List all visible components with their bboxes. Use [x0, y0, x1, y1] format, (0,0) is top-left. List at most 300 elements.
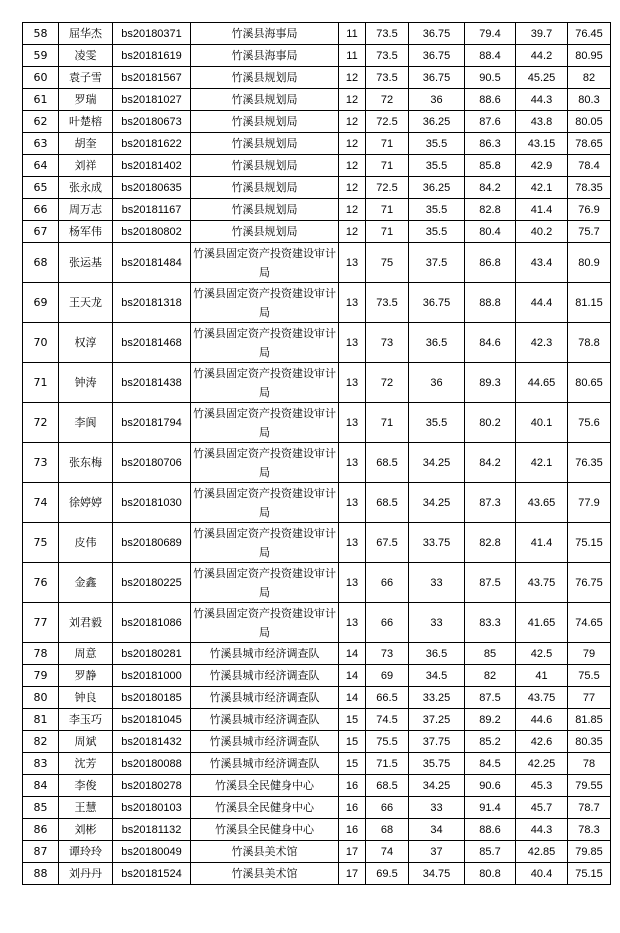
written-score-cell: 73 — [366, 643, 409, 665]
exam-id-cell: bs20181132 — [113, 819, 191, 841]
written-score-cell: 71 — [366, 199, 409, 221]
written-weighted-cell: 34.25 — [409, 775, 465, 797]
exam-id-cell: bs20181402 — [113, 155, 191, 177]
interview-weighted-cell: 40.4 — [516, 863, 568, 885]
exam-id-cell: bs20181524 — [113, 863, 191, 885]
candidate-name-cell: 王慧 — [59, 797, 113, 819]
candidate-name-cell: 李俊 — [59, 775, 113, 797]
employer-unit-cell: 竹溪县规划局 — [191, 221, 339, 243]
interview-weighted-cell: 40.1 — [516, 403, 568, 443]
interview-weighted-cell: 43.4 — [516, 243, 568, 283]
exam-id-cell: bs20181000 — [113, 665, 191, 687]
written-score-cell: 73.5 — [366, 67, 409, 89]
interview-score-cell: 82 — [465, 665, 516, 687]
table-row — [23, 687, 611, 709]
row-number-cell: 72 — [23, 403, 59, 443]
position-code-cell: 13 — [339, 443, 366, 483]
table-row — [23, 443, 611, 483]
written-weighted-cell: 35.75 — [409, 753, 465, 775]
interview-score-cell: 85.7 — [465, 841, 516, 863]
written-score-cell: 68.5 — [366, 443, 409, 483]
table-row — [23, 283, 611, 323]
exam-id-cell: bs20180706 — [113, 443, 191, 483]
position-code-cell: 16 — [339, 797, 366, 819]
row-number-cell: 75 — [23, 523, 59, 563]
written-weighted-cell: 35.5 — [409, 133, 465, 155]
candidate-name-cell: 刘君毅 — [59, 603, 113, 643]
written-score-cell: 67.5 — [366, 523, 409, 563]
interview-weighted-cell: 42.1 — [516, 177, 568, 199]
written-weighted-cell: 34.75 — [409, 863, 465, 885]
employer-unit-cell: 竹溪县城市经济调查队 — [191, 753, 339, 775]
position-code-cell: 13 — [339, 283, 366, 323]
interview-weighted-cell: 45.3 — [516, 775, 568, 797]
interview-score-cell: 89.2 — [465, 709, 516, 731]
total-score-cell: 78.65 — [568, 133, 611, 155]
position-code-cell: 16 — [339, 775, 366, 797]
written-score-cell: 71 — [366, 155, 409, 177]
candidate-name-cell: 周斌 — [59, 731, 113, 753]
exam-id-cell: bs20181438 — [113, 363, 191, 403]
candidate-name-cell: 刘祥 — [59, 155, 113, 177]
written-score-cell: 75 — [366, 243, 409, 283]
written-weighted-cell: 36.5 — [409, 643, 465, 665]
candidate-name-cell: 胡奎 — [59, 133, 113, 155]
exam-id-cell: bs20181045 — [113, 709, 191, 731]
interview-weighted-cell: 42.9 — [516, 155, 568, 177]
interview-score-cell: 85.8 — [465, 155, 516, 177]
score-table — [22, 22, 611, 885]
employer-unit-cell: 竹溪县固定资产投资建设审计局 — [191, 283, 339, 323]
total-score-cell: 75.7 — [568, 221, 611, 243]
written-score-cell: 68 — [366, 819, 409, 841]
written-weighted-cell: 33.25 — [409, 687, 465, 709]
position-code-cell: 12 — [339, 89, 366, 111]
interview-weighted-cell: 43.75 — [516, 687, 568, 709]
total-score-cell: 75.15 — [568, 863, 611, 885]
written-score-cell: 74 — [366, 841, 409, 863]
employer-unit-cell: 竹溪县美术馆 — [191, 841, 339, 863]
interview-score-cell: 84.2 — [465, 443, 516, 483]
employer-unit-cell: 竹溪县全民健身中心 — [191, 775, 339, 797]
total-score-cell: 80.65 — [568, 363, 611, 403]
table-row — [23, 111, 611, 133]
interview-weighted-cell: 41.4 — [516, 199, 568, 221]
candidate-name-cell: 杨军伟 — [59, 221, 113, 243]
total-score-cell: 80.05 — [568, 111, 611, 133]
written-score-cell: 74.5 — [366, 709, 409, 731]
written-weighted-cell: 33 — [409, 563, 465, 603]
interview-score-cell: 84.2 — [465, 177, 516, 199]
written-weighted-cell: 36.75 — [409, 67, 465, 89]
table-row — [23, 403, 611, 443]
written-weighted-cell: 37.75 — [409, 731, 465, 753]
exam-id-cell: bs20181484 — [113, 243, 191, 283]
total-score-cell: 76.45 — [568, 23, 611, 45]
row-number-cell: 59 — [23, 45, 59, 67]
exam-id-cell: bs20181030 — [113, 483, 191, 523]
position-code-cell: 13 — [339, 483, 366, 523]
position-code-cell: 12 — [339, 199, 366, 221]
written-weighted-cell: 33 — [409, 797, 465, 819]
interview-score-cell: 86.8 — [465, 243, 516, 283]
exam-id-cell: bs20180225 — [113, 563, 191, 603]
total-score-cell: 78.35 — [568, 177, 611, 199]
interview-weighted-cell: 44.3 — [516, 89, 568, 111]
exam-id-cell: bs20181622 — [113, 133, 191, 155]
interview-weighted-cell: 44.65 — [516, 363, 568, 403]
total-score-cell: 76.75 — [568, 563, 611, 603]
table-row — [23, 221, 611, 243]
employer-unit-cell: 竹溪县海事局 — [191, 45, 339, 67]
written-weighted-cell: 37.25 — [409, 709, 465, 731]
employer-unit-cell: 竹溪县规划局 — [191, 111, 339, 133]
written-weighted-cell: 35.5 — [409, 221, 465, 243]
candidate-name-cell: 权淳 — [59, 323, 113, 363]
row-number-cell: 60 — [23, 67, 59, 89]
written-score-cell: 73.5 — [366, 283, 409, 323]
row-number-cell: 79 — [23, 665, 59, 687]
exam-id-cell: bs20180371 — [113, 23, 191, 45]
candidate-name-cell: 金鑫 — [59, 563, 113, 603]
written-score-cell: 71 — [366, 221, 409, 243]
candidate-name-cell: 钟良 — [59, 687, 113, 709]
interview-score-cell: 88.6 — [465, 89, 516, 111]
interview-score-cell: 83.3 — [465, 603, 516, 643]
row-number-cell: 67 — [23, 221, 59, 243]
interview-weighted-cell: 43.8 — [516, 111, 568, 133]
row-number-cell: 76 — [23, 563, 59, 603]
employer-unit-cell: 竹溪县固定资产投资建设审计局 — [191, 563, 339, 603]
table-row — [23, 603, 611, 643]
interview-score-cell: 87.6 — [465, 111, 516, 133]
written-weighted-cell: 35.5 — [409, 403, 465, 443]
written-weighted-cell: 36 — [409, 363, 465, 403]
candidate-name-cell: 徐婷婷 — [59, 483, 113, 523]
employer-unit-cell: 竹溪县规划局 — [191, 177, 339, 199]
interview-score-cell: 80.4 — [465, 221, 516, 243]
row-number-cell: 63 — [23, 133, 59, 155]
interview-weighted-cell: 42.25 — [516, 753, 568, 775]
exam-id-cell: bs20180049 — [113, 841, 191, 863]
employer-unit-cell: 竹溪县城市经济调查队 — [191, 643, 339, 665]
employer-unit-cell: 竹溪县固定资产投资建设审计局 — [191, 243, 339, 283]
candidate-name-cell: 沈芳 — [59, 753, 113, 775]
interview-score-cell: 82.8 — [465, 523, 516, 563]
position-code-cell: 11 — [339, 23, 366, 45]
total-score-cell: 80.95 — [568, 45, 611, 67]
candidate-name-cell: 张永成 — [59, 177, 113, 199]
candidate-name-cell: 张东梅 — [59, 443, 113, 483]
position-code-cell: 14 — [339, 643, 366, 665]
exam-id-cell: bs20180689 — [113, 523, 191, 563]
interview-score-cell: 80.8 — [465, 863, 516, 885]
employer-unit-cell: 竹溪县固定资产投资建设审计局 — [191, 603, 339, 643]
exam-id-cell: bs20180673 — [113, 111, 191, 133]
total-score-cell: 77 — [568, 687, 611, 709]
total-score-cell: 76.9 — [568, 199, 611, 221]
written-score-cell: 73.5 — [366, 45, 409, 67]
candidate-name-cell: 李阆 — [59, 403, 113, 443]
interview-score-cell: 84.6 — [465, 323, 516, 363]
interview-weighted-cell: 42.85 — [516, 841, 568, 863]
table-row — [23, 363, 611, 403]
candidate-name-cell: 王天龙 — [59, 283, 113, 323]
interview-weighted-cell: 41 — [516, 665, 568, 687]
written-score-cell: 73.5 — [366, 23, 409, 45]
interview-weighted-cell: 43.15 — [516, 133, 568, 155]
position-code-cell: 12 — [339, 177, 366, 199]
row-number-cell: 82 — [23, 731, 59, 753]
total-score-cell: 75.6 — [568, 403, 611, 443]
written-weighted-cell: 33 — [409, 603, 465, 643]
written-score-cell: 68.5 — [366, 775, 409, 797]
written-score-cell: 72.5 — [366, 111, 409, 133]
total-score-cell: 78 — [568, 753, 611, 775]
row-number-cell: 77 — [23, 603, 59, 643]
row-number-cell: 64 — [23, 155, 59, 177]
row-number-cell: 62 — [23, 111, 59, 133]
interview-weighted-cell: 45.25 — [516, 67, 568, 89]
interview-score-cell: 82.8 — [465, 199, 516, 221]
total-score-cell: 75.15 — [568, 523, 611, 563]
written-score-cell: 69.5 — [366, 863, 409, 885]
employer-unit-cell: 竹溪县城市经济调查队 — [191, 687, 339, 709]
table-row — [23, 731, 611, 753]
table-row — [23, 841, 611, 863]
employer-unit-cell: 竹溪县固定资产投资建设审计局 — [191, 523, 339, 563]
written-weighted-cell: 35.5 — [409, 199, 465, 221]
interview-score-cell: 90.5 — [465, 67, 516, 89]
written-weighted-cell: 36.25 — [409, 111, 465, 133]
position-code-cell: 15 — [339, 709, 366, 731]
total-score-cell: 78.7 — [568, 797, 611, 819]
exam-id-cell: bs20180185 — [113, 687, 191, 709]
position-code-cell: 17 — [339, 863, 366, 885]
written-score-cell: 71 — [366, 403, 409, 443]
table-row — [23, 23, 611, 45]
table-body — [23, 23, 611, 885]
table-row — [23, 819, 611, 841]
table-row — [23, 323, 611, 363]
employer-unit-cell: 竹溪县海事局 — [191, 23, 339, 45]
written-weighted-cell: 36.25 — [409, 177, 465, 199]
total-score-cell: 77.9 — [568, 483, 611, 523]
position-code-cell: 13 — [339, 563, 366, 603]
total-score-cell: 79 — [568, 643, 611, 665]
table-row — [23, 45, 611, 67]
position-code-cell: 11 — [339, 45, 366, 67]
interview-score-cell: 85 — [465, 643, 516, 665]
written-weighted-cell: 34.5 — [409, 665, 465, 687]
written-weighted-cell: 36.75 — [409, 23, 465, 45]
position-code-cell: 12 — [339, 155, 366, 177]
employer-unit-cell: 竹溪县规划局 — [191, 133, 339, 155]
employer-unit-cell: 竹溪县规划局 — [191, 89, 339, 111]
interview-weighted-cell: 43.65 — [516, 483, 568, 523]
table-row — [23, 863, 611, 885]
written-score-cell: 66.5 — [366, 687, 409, 709]
interview-weighted-cell: 45.7 — [516, 797, 568, 819]
table-row — [23, 797, 611, 819]
position-code-cell: 12 — [339, 221, 366, 243]
table-row — [23, 243, 611, 283]
position-code-cell: 13 — [339, 403, 366, 443]
written-score-cell: 66 — [366, 797, 409, 819]
position-code-cell: 14 — [339, 665, 366, 687]
position-code-cell: 16 — [339, 819, 366, 841]
exam-id-cell: bs20181794 — [113, 403, 191, 443]
table-row — [23, 133, 611, 155]
total-score-cell: 81.15 — [568, 283, 611, 323]
interview-weighted-cell: 42.6 — [516, 731, 568, 753]
employer-unit-cell: 竹溪县固定资产投资建设审计局 — [191, 403, 339, 443]
employer-unit-cell: 竹溪县规划局 — [191, 155, 339, 177]
employer-unit-cell: 竹溪县固定资产投资建设审计局 — [191, 363, 339, 403]
total-score-cell: 80.3 — [568, 89, 611, 111]
candidate-name-cell: 罗瑞 — [59, 89, 113, 111]
interview-weighted-cell: 43.75 — [516, 563, 568, 603]
interview-score-cell: 89.3 — [465, 363, 516, 403]
interview-score-cell: 91.4 — [465, 797, 516, 819]
total-score-cell: 80.9 — [568, 243, 611, 283]
interview-score-cell: 84.5 — [465, 753, 516, 775]
interview-score-cell: 90.6 — [465, 775, 516, 797]
table-row — [23, 643, 611, 665]
written-score-cell: 68.5 — [366, 483, 409, 523]
interview-weighted-cell: 41.65 — [516, 603, 568, 643]
row-number-cell: 68 — [23, 243, 59, 283]
exam-id-cell: bs20180103 — [113, 797, 191, 819]
exam-id-cell: bs20180635 — [113, 177, 191, 199]
written-weighted-cell: 37 — [409, 841, 465, 863]
row-number-cell: 84 — [23, 775, 59, 797]
table-row — [23, 709, 611, 731]
position-code-cell: 14 — [339, 687, 366, 709]
interview-weighted-cell: 44.2 — [516, 45, 568, 67]
row-number-cell: 83 — [23, 753, 59, 775]
interview-weighted-cell: 42.1 — [516, 443, 568, 483]
interview-score-cell: 88.8 — [465, 283, 516, 323]
candidate-name-cell: 罗静 — [59, 665, 113, 687]
exam-id-cell: bs20181086 — [113, 603, 191, 643]
row-number-cell: 71 — [23, 363, 59, 403]
employer-unit-cell: 竹溪县规划局 — [191, 199, 339, 221]
candidate-name-cell: 刘丹丹 — [59, 863, 113, 885]
table-row — [23, 199, 611, 221]
total-score-cell: 74.65 — [568, 603, 611, 643]
table-row — [23, 753, 611, 775]
row-number-cell: 88 — [23, 863, 59, 885]
employer-unit-cell: 竹溪县固定资产投资建设审计局 — [191, 323, 339, 363]
candidate-name-cell: 叶楚榕 — [59, 111, 113, 133]
row-number-cell: 66 — [23, 199, 59, 221]
interview-weighted-cell: 40.2 — [516, 221, 568, 243]
table-row — [23, 483, 611, 523]
row-number-cell: 81 — [23, 709, 59, 731]
position-code-cell: 13 — [339, 323, 366, 363]
row-number-cell: 80 — [23, 687, 59, 709]
position-code-cell: 12 — [339, 111, 366, 133]
table-row — [23, 89, 611, 111]
candidate-name-cell: 袁子雪 — [59, 67, 113, 89]
written-weighted-cell: 37.5 — [409, 243, 465, 283]
table-row — [23, 523, 611, 563]
candidate-name-cell: 皮伟 — [59, 523, 113, 563]
interview-weighted-cell: 39.7 — [516, 23, 568, 45]
row-number-cell: 65 — [23, 177, 59, 199]
written-score-cell: 72.5 — [366, 177, 409, 199]
candidate-name-cell: 屈华杰 — [59, 23, 113, 45]
table-row — [23, 665, 611, 687]
written-weighted-cell: 36.75 — [409, 45, 465, 67]
position-code-cell: 17 — [339, 841, 366, 863]
written-score-cell: 71.5 — [366, 753, 409, 775]
exam-id-cell: bs20181167 — [113, 199, 191, 221]
written-score-cell: 73 — [366, 323, 409, 363]
interview-weighted-cell: 41.4 — [516, 523, 568, 563]
interview-score-cell: 88.6 — [465, 819, 516, 841]
table-row — [23, 177, 611, 199]
written-score-cell: 72 — [366, 89, 409, 111]
employer-unit-cell: 竹溪县城市经济调查队 — [191, 665, 339, 687]
candidate-name-cell: 李玉巧 — [59, 709, 113, 731]
row-number-cell: 86 — [23, 819, 59, 841]
interview-score-cell: 80.2 — [465, 403, 516, 443]
total-score-cell: 79.55 — [568, 775, 611, 797]
written-weighted-cell: 36 — [409, 89, 465, 111]
interview-score-cell: 87.5 — [465, 687, 516, 709]
interview-score-cell: 85.2 — [465, 731, 516, 753]
row-number-cell: 74 — [23, 483, 59, 523]
exam-id-cell: bs20181468 — [113, 323, 191, 363]
interview-score-cell: 88.4 — [465, 45, 516, 67]
row-number-cell: 58 — [23, 23, 59, 45]
interview-weighted-cell: 44.6 — [516, 709, 568, 731]
written-weighted-cell: 36.5 — [409, 323, 465, 363]
candidate-name-cell: 刘彬 — [59, 819, 113, 841]
written-weighted-cell: 34 — [409, 819, 465, 841]
written-score-cell: 66 — [366, 603, 409, 643]
written-score-cell: 69 — [366, 665, 409, 687]
total-score-cell: 78.4 — [568, 155, 611, 177]
total-score-cell: 75.5 — [568, 665, 611, 687]
total-score-cell: 81.85 — [568, 709, 611, 731]
interview-score-cell: 87.3 — [465, 483, 516, 523]
row-number-cell: 78 — [23, 643, 59, 665]
written-weighted-cell: 33.75 — [409, 523, 465, 563]
row-number-cell: 85 — [23, 797, 59, 819]
total-score-cell: 82 — [568, 67, 611, 89]
employer-unit-cell: 竹溪县固定资产投资建设审计局 — [191, 483, 339, 523]
total-score-cell: 80.35 — [568, 731, 611, 753]
candidate-name-cell: 钟涛 — [59, 363, 113, 403]
written-weighted-cell: 35.5 — [409, 155, 465, 177]
row-number-cell: 69 — [23, 283, 59, 323]
exam-id-cell: bs20181432 — [113, 731, 191, 753]
employer-unit-cell: 竹溪县全民健身中心 — [191, 797, 339, 819]
written-weighted-cell: 36.75 — [409, 283, 465, 323]
employer-unit-cell: 竹溪县城市经济调查队 — [191, 709, 339, 731]
candidate-name-cell: 周意 — [59, 643, 113, 665]
row-number-cell: 87 — [23, 841, 59, 863]
written-score-cell: 75.5 — [366, 731, 409, 753]
position-code-cell: 15 — [339, 753, 366, 775]
table-row — [23, 775, 611, 797]
row-number-cell: 73 — [23, 443, 59, 483]
candidate-name-cell: 张运基 — [59, 243, 113, 283]
candidate-name-cell: 凌雯 — [59, 45, 113, 67]
